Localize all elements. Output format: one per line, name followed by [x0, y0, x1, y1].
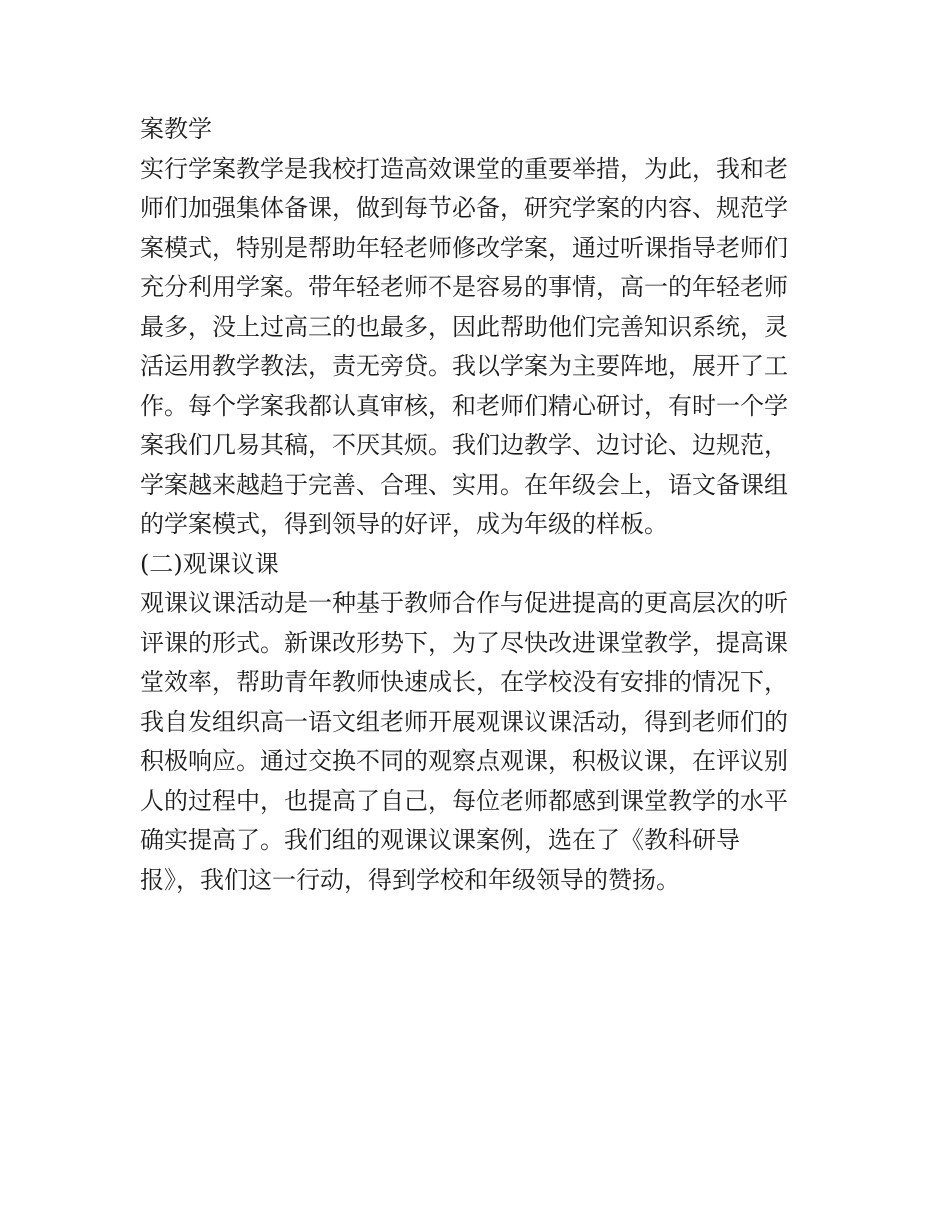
- text-line: 积极响应。通过交换不同的观察点观课，积极议课，在评议别: [140, 747, 788, 775]
- text-line: 堂效率，帮助青年教师快速成长，在学校没有安排的情况下，: [140, 668, 788, 696]
- section-heading: (二)观课议课: [140, 549, 279, 578]
- text-line: 的学案模式，得到领导的好评，成为年级的样板。: [140, 510, 668, 538]
- text-line: 观课议课活动是一种基于教师合作与促进提高的更高层次的听: [140, 589, 788, 617]
- text-line: 案我们几易其稿，不厌其烦。我们边教学、边讨论、边规范，: [140, 431, 788, 459]
- text-line: 评课的形式。新课改形势下，为了尽快改进课堂教学，提高课: [140, 628, 788, 657]
- text-line: 案模式，特别是帮助年轻老师修改学案，通过听课指导老师们: [140, 233, 788, 262]
- text-line: 人的过程中，也提高了自己，每位老师都感到课堂教学的水平: [140, 786, 788, 815]
- document-body: [140, 110, 820, 900]
- text-line: 确实提高了。我们组的观课议课案例，选在了《教科研导: [140, 826, 740, 854]
- text-line: 我自发组织高一语文组老师开展观课议课活动，得到老师们的: [140, 707, 788, 736]
- text-line: 充分利用学案。带年轻老师不是容易的事情，高一的年轻老师: [140, 273, 788, 301]
- text-line: 实行学案教学是我校打造高效课堂的重要举措，为此，我和老: [140, 154, 788, 183]
- text-line: 案教学: [140, 115, 212, 143]
- text-line: 活运用教学教法，责无旁贷。我以学案为主要阵地，展开了工: [140, 352, 788, 380]
- text-line: 师们加强集体备课，做到每节必备，研究学案的内容、规范学: [140, 194, 788, 222]
- text-line: 学案越来越趋于完善、合理、实用。在年级会上，语文备课组: [140, 470, 788, 499]
- text-line: 最多，没上过高三的也最多，因此帮助他们完善知识系统，灵: [140, 312, 788, 341]
- text-line: 作。每个学案我都认真审核，和老师们精心研讨，有时一个学: [140, 391, 788, 420]
- text-line: 报》，我们这一行动，得到学校和年级领导的赞扬。: [140, 865, 680, 894]
